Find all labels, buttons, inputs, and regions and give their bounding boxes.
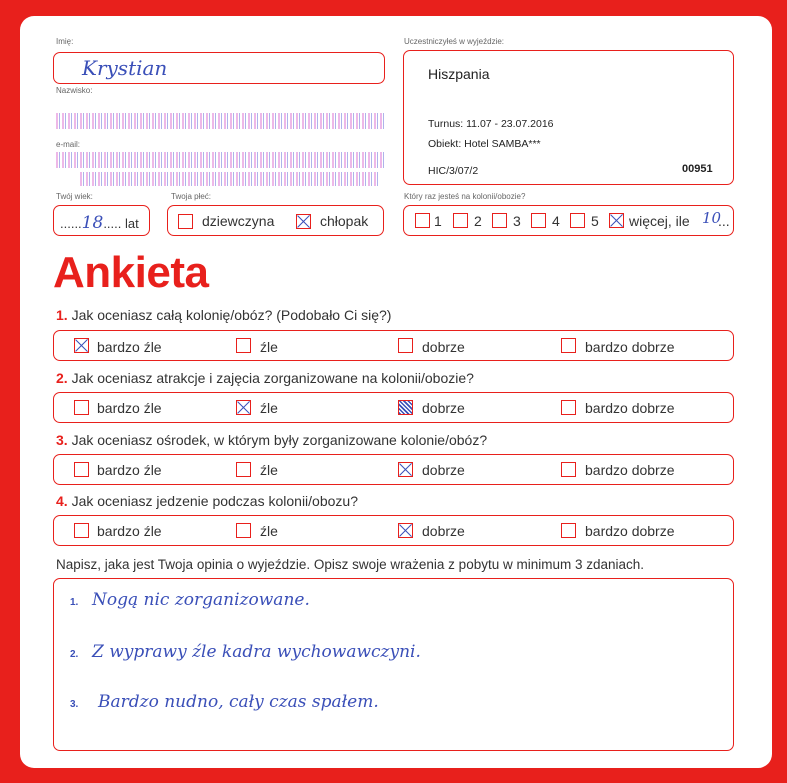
times-option-4: 4: [552, 213, 560, 229]
q3-option-very-bad: bardzo źle: [97, 462, 162, 478]
times-checkbox-5[interactable]: [570, 213, 585, 228]
times-option-5: 5: [591, 213, 599, 229]
times-checkbox-1[interactable]: [415, 213, 430, 228]
q3-checkbox-very-good[interactable]: [561, 462, 576, 477]
times-option-1: 1: [434, 213, 442, 229]
q1-checkbox-good[interactable]: [398, 338, 413, 353]
q3-option-good: dobrze: [422, 462, 465, 478]
times-checkbox-2[interactable]: [453, 213, 468, 228]
last-name-redacted: [56, 113, 386, 129]
times-option-3: 3: [513, 213, 521, 229]
question-2: [56, 370, 474, 386]
question-4-number: 4.: [56, 493, 68, 509]
question-1-number: 1.: [56, 307, 68, 323]
q4-option-very-good: bardzo dobrze: [585, 523, 675, 539]
gender-label: Twoja płeć:: [171, 192, 212, 201]
survey-title: Ankieta: [53, 248, 209, 297]
q2-option-very-good: bardzo dobrze: [585, 400, 675, 416]
q4-checkbox-very-good[interactable]: [561, 523, 576, 538]
times-value: 10: [702, 209, 722, 227]
q2-checkbox-very-bad[interactable]: [74, 400, 89, 415]
age-suffix: ..... lat: [103, 216, 139, 231]
q4-checkbox-bad[interactable]: [236, 523, 251, 538]
times-option-more: więcej, ile: [629, 213, 690, 229]
question-2-text: Jak oceniasz atrakcje i zajęcia zorganizowane na kolonii/obozie?: [71, 370, 474, 386]
q2-checkbox-very-good[interactable]: [561, 400, 576, 415]
q4-option-very-bad: bardzo źle: [97, 523, 162, 539]
opinion-line-3: Bardzo nudno, cały czas spałem.: [98, 692, 379, 712]
question-4: [56, 493, 358, 509]
opinion-prompt: Napisz, jaka jest Twoja opinia o wyjeździe. Opisz swoje wrażenia z pobytu w minimum 3 zdaniach.: [56, 557, 645, 572]
times-option-2: 2: [474, 213, 482, 229]
last-name-label: Nazwisko:: [56, 86, 93, 95]
q1-checkbox-very-good[interactable]: [561, 338, 576, 353]
q2-checkbox-good[interactable]: [398, 400, 413, 415]
times-suffix: ...: [718, 213, 730, 229]
age-value: 18: [81, 213, 104, 233]
opinion-line-1: Nogą nic zorganizowane.: [92, 590, 310, 610]
age-row: [60, 213, 139, 233]
q1-option-very-good: bardzo dobrze: [585, 339, 675, 355]
age-prefix: ......: [60, 216, 82, 231]
question-1: [56, 307, 391, 323]
question-1-text: Jak oceniasz całą kolonię/obóz? (Podobało Ci się?): [71, 307, 392, 323]
gender-option-female: dziewczyna: [202, 213, 275, 229]
q4-option-bad: źle: [260, 523, 278, 539]
first-name-label: Imię:: [56, 37, 74, 46]
q1-option-very-bad: bardzo źle: [97, 339, 162, 355]
question-2-number: 2.: [56, 370, 68, 386]
trip-code: HIC/3/07/2: [428, 165, 479, 177]
trip-number: 00951: [682, 163, 713, 175]
question-3-number: 3.: [56, 432, 68, 448]
q2-option-very-bad: bardzo źle: [97, 400, 162, 416]
trip-turnus: Turnus: 11.07 - 23.07.2016: [428, 118, 554, 130]
trip-destination: Hiszpania: [428, 66, 490, 82]
opinion-line-3-number: 3.: [70, 699, 79, 710]
q2-option-bad: źle: [260, 400, 278, 416]
times-checkbox-more[interactable]: [609, 213, 624, 228]
q4-option-good: dobrze: [422, 523, 465, 539]
trip-object: Obiekt: Hotel SAMBA***: [428, 138, 541, 150]
q3-checkbox-bad[interactable]: [236, 462, 251, 477]
q1-option-good: dobrze: [422, 339, 465, 355]
email-redacted: [56, 152, 386, 168]
email-label: e-mail:: [56, 140, 81, 149]
q1-checkbox-bad[interactable]: [236, 338, 251, 353]
question-3-text: Jak oceniasz ośrodek, w którym były zorganizowane kolonie/obóz?: [71, 432, 488, 448]
times-checkbox-3[interactable]: [492, 213, 507, 228]
gender-checkbox-female[interactable]: [178, 214, 193, 229]
first-name-value: Krystian: [82, 56, 168, 80]
q3-checkbox-very-bad[interactable]: [74, 462, 89, 477]
q4-checkbox-very-bad[interactable]: [74, 523, 89, 538]
q1-option-bad: źle: [260, 339, 278, 355]
opinion-line-2: Z wyprawy źle kadra wychowawczyni.: [92, 642, 421, 662]
gender-checkbox-male[interactable]: [296, 214, 311, 229]
q3-checkbox-good[interactable]: [398, 462, 413, 477]
q3-option-very-good: bardzo dobrze: [585, 462, 675, 478]
opinion-line-2-number: 2.: [70, 649, 79, 660]
trip-label: Uczestniczyłeś w wyjeździe:: [404, 37, 505, 46]
q1-checkbox-very-bad[interactable]: [74, 338, 89, 353]
gender-option-male: chłopak: [320, 213, 369, 229]
opinion-line-1-number: 1.: [70, 597, 79, 608]
q3-option-bad: źle: [260, 462, 278, 478]
q2-checkbox-bad[interactable]: [236, 400, 251, 415]
q2-option-good: dobrze: [422, 400, 465, 416]
times-checkbox-4[interactable]: [531, 213, 546, 228]
q4-checkbox-good[interactable]: [398, 523, 413, 538]
question-3: [56, 432, 487, 448]
email-redacted-2: [80, 172, 380, 186]
question-4-text: Jak oceniasz jedzenie podczas kolonii/obozu?: [71, 493, 358, 509]
times-label: Który raz jesteś na kolonii/obozie?: [404, 192, 526, 201]
age-label: Twój wiek:: [56, 192, 93, 201]
